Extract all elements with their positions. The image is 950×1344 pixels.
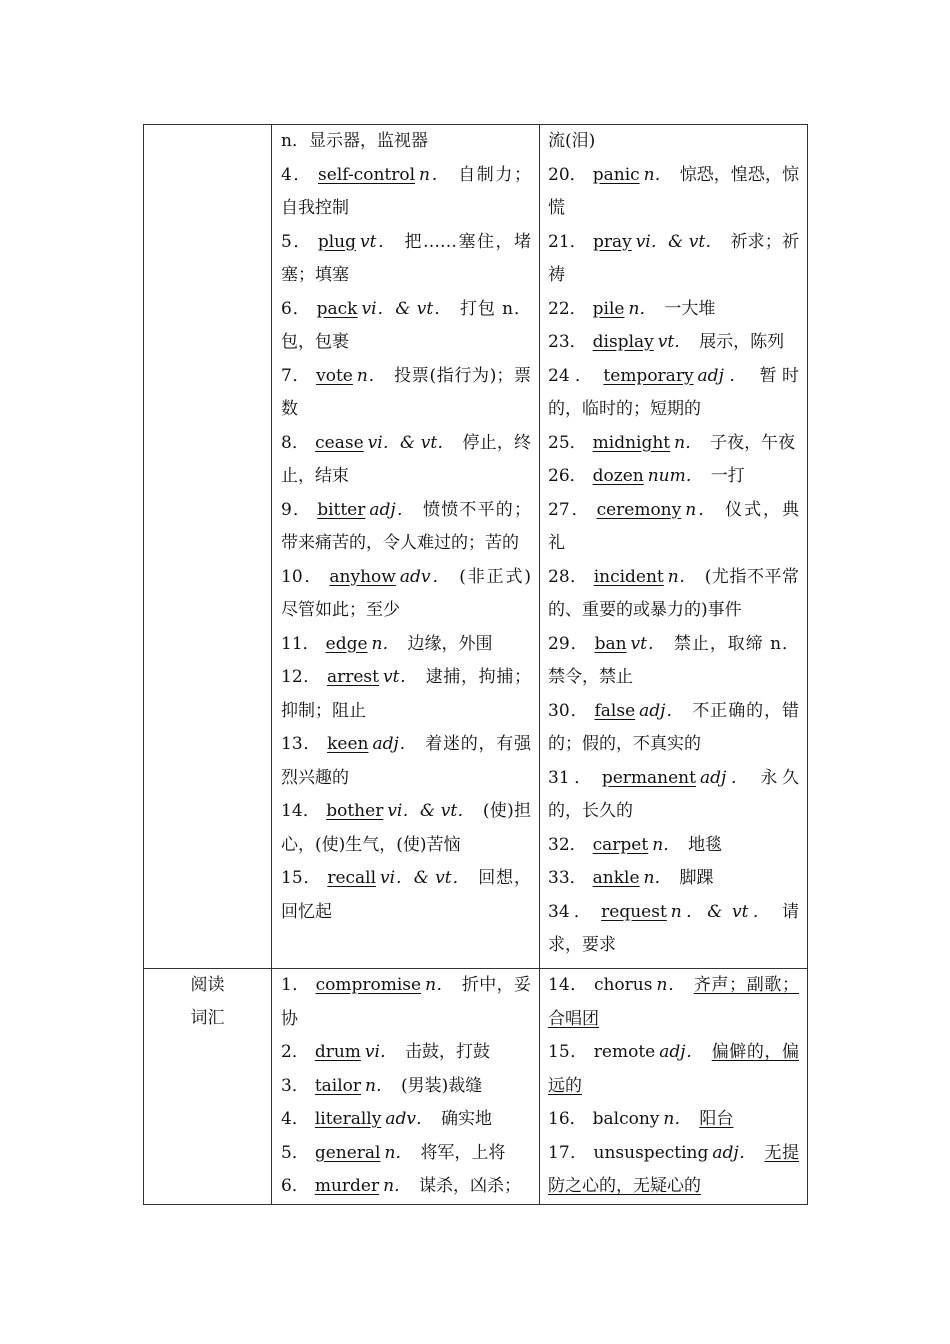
- vocab-word: self-control: [318, 164, 416, 185]
- part-of-speech: vi．& vt．: [635, 231, 723, 252]
- vocab-entry: [281, 226, 531, 293]
- vocab-entry: [548, 360, 799, 427]
- part-of-speech: n．: [628, 298, 657, 319]
- vocab-word: plug: [317, 231, 356, 252]
- entry-number: 16．: [548, 1109, 587, 1129]
- vocab-meaning: 投票(指行为)；票数: [281, 365, 531, 419]
- entry-number: 2．: [281, 1042, 309, 1062]
- vocab-meaning: 脚踝: [679, 868, 714, 888]
- category-cell: [144, 125, 272, 969]
- entry-number: 32．: [548, 834, 587, 855]
- vocab-meaning: 击鼓，打鼓: [404, 1042, 490, 1062]
- vocab-entry: [281, 628, 531, 662]
- vocab-meaning: (尤指不平常的、重要的或暴力的)事件: [548, 566, 800, 620]
- vocab-meaning: 将军，上将: [420, 1142, 506, 1163]
- vocab-meaning: 把……塞住，堵塞；填塞: [281, 231, 531, 285]
- entry-number: 14．: [281, 801, 321, 821]
- vocab-meaning: 着迷的，有强烈兴趣的: [281, 734, 531, 788]
- vocab-meaning: 偏僻的，偏远的: [548, 1042, 799, 1096]
- vocab-meaning: 回想，回忆起: [281, 868, 531, 922]
- vocab-meaning: 子夜，午夜: [710, 432, 796, 453]
- vocab-entry: [281, 360, 531, 427]
- entry-number: 4．: [281, 1109, 309, 1129]
- vocab-entry: [548, 829, 799, 863]
- vocab-meaning: 一大堆: [664, 298, 716, 319]
- entry-number: 9．: [281, 499, 312, 520]
- part-of-speech: n．: [383, 1176, 412, 1196]
- entry-number: 3．: [281, 1075, 309, 1096]
- continued-entry: 流(泪): [548, 131, 596, 151]
- vocab-entry: [548, 896, 799, 963]
- vocab-word: recall: [327, 868, 377, 888]
- part-of-speech: n．: [685, 499, 718, 520]
- vocab-meaning: 停止，终止，结束: [281, 432, 532, 486]
- vocab-entry: [281, 795, 531, 862]
- vocab-entry: [281, 862, 531, 929]
- table-row: [144, 969, 808, 1205]
- part-of-speech: adj．: [697, 365, 752, 386]
- vocab-meaning: 惊恐，惶恐，惊慌: [548, 164, 799, 218]
- vocab-entry: [281, 427, 531, 494]
- vocab-entry: [281, 1170, 531, 1204]
- part-of-speech: n．: [356, 365, 387, 386]
- part-of-speech: n．: [656, 975, 686, 995]
- vocab-meaning: 愤愤不平的；带来痛苦的，令人难过的；苦的: [281, 499, 531, 553]
- part-of-speech: vt．: [657, 332, 692, 352]
- vocab-word: midnight: [592, 432, 671, 453]
- vocab-meaning: 确实地: [440, 1109, 492, 1129]
- entry-number: 28．: [548, 566, 588, 587]
- vocab-entry: [281, 969, 531, 1036]
- part-of-speech: n．: [384, 1142, 413, 1163]
- vocab-word: general: [314, 1142, 381, 1163]
- vocab-meaning: 祈求；祈祷: [548, 231, 799, 285]
- entry-number: 11．: [281, 633, 320, 654]
- vocab-meaning: 不正确的，错的；假的，不真实的: [548, 700, 799, 754]
- vocab-meaning: 禁止，取缔 n．禁令，禁止: [548, 633, 800, 687]
- part-of-speech: n．: [419, 164, 451, 185]
- vocab-meaning: 展示，陈列: [699, 332, 785, 352]
- entry-number: 15．: [281, 868, 322, 888]
- entry-number: 24．: [548, 365, 598, 386]
- vocab-entry: [281, 1103, 531, 1137]
- vocab-word: anyhow: [329, 566, 396, 587]
- entry-number: 33．: [548, 868, 587, 888]
- entry-number: 22．: [548, 298, 587, 319]
- entry-number: 26．: [548, 466, 587, 486]
- vocab-word: pack: [316, 298, 358, 319]
- vocab-entry: [548, 1103, 799, 1137]
- part-of-speech: vi．& vt．: [361, 298, 453, 319]
- entry-number: 6．: [281, 298, 311, 319]
- word-list-column: [272, 969, 540, 1205]
- vocab-entry: [548, 628, 799, 695]
- table-row: [144, 125, 808, 969]
- vocab-entry: [548, 762, 799, 829]
- vocab-word: murder: [314, 1176, 380, 1196]
- entry-number: 20．: [548, 164, 587, 185]
- vocab-word: balcony: [592, 1109, 660, 1129]
- part-of-speech: adv．: [399, 566, 452, 587]
- vocab-word: chorus: [593, 975, 653, 995]
- word-list: [272, 125, 539, 929]
- vocab-entry: [548, 695, 799, 762]
- vocabulary-table: [143, 124, 808, 1205]
- vocab-meaning: 暂时的，临时的；短期的: [548, 365, 800, 419]
- vocab-entry: [548, 1137, 799, 1204]
- part-of-speech: vt．: [382, 667, 418, 687]
- part-of-speech: n．& vt．: [670, 901, 775, 922]
- vocab-word: keen: [327, 734, 369, 754]
- word-list-column: [272, 125, 540, 969]
- vocab-word: panic: [592, 164, 640, 185]
- entry-number: 31．: [548, 767, 596, 788]
- entry-number: 23．: [548, 332, 587, 352]
- entry-number: 25．: [548, 432, 587, 453]
- vocab-word: edge: [325, 633, 368, 654]
- vocab-meaning: 折中，妥协: [281, 975, 532, 1029]
- part-of-speech: n．: [643, 868, 672, 888]
- vocab-entry: [548, 159, 799, 226]
- continued-entry: n．显示器，监视器: [281, 131, 428, 151]
- vocab-entry: [281, 728, 531, 795]
- vocab-entry: [548, 226, 799, 293]
- part-of-speech: vi．: [364, 1042, 397, 1062]
- part-of-speech: n．: [674, 432, 703, 453]
- vocab-word: literally: [314, 1109, 382, 1129]
- vocab-meaning: 逮捕，拘捕；抑制；阻止: [281, 667, 531, 721]
- entry-number: 30．: [548, 700, 589, 721]
- vocab-word: ceremony: [596, 499, 682, 520]
- part-of-speech: vi．& vt．: [367, 432, 455, 453]
- vocab-entry: [281, 293, 531, 360]
- part-of-speech: n．: [371, 633, 400, 654]
- entry-number: 21．: [548, 231, 587, 252]
- vocab-entry: [281, 1137, 531, 1171]
- vocab-meaning: 边缘，外围: [407, 633, 493, 654]
- entry-number: 13．: [281, 734, 322, 754]
- vocab-entry: [548, 969, 799, 1036]
- vocab-word: ankle: [592, 868, 640, 888]
- entry-number: 12．: [281, 667, 321, 687]
- vocab-meaning: 自制力；自我控制: [281, 164, 531, 218]
- vocab-entry: [281, 661, 531, 728]
- vocab-word: tailor: [314, 1075, 362, 1096]
- part-of-speech: n．: [643, 164, 672, 185]
- category-label: 词汇: [190, 1008, 225, 1028]
- part-of-speech: vi．& vt．: [380, 868, 471, 888]
- vocab-word: vote: [316, 365, 353, 386]
- entry-number: 15．: [548, 1042, 588, 1062]
- category-label: 阅读: [190, 975, 225, 995]
- category-cell: [144, 969, 272, 1205]
- vocab-meaning: (非正式)尽管如此；至少: [281, 566, 531, 620]
- part-of-speech: adj．: [712, 1142, 757, 1163]
- vocab-entry: [548, 862, 799, 896]
- vocab-word: incident: [593, 566, 664, 587]
- vocab-word: bother: [326, 801, 384, 821]
- vocab-meaning: 打包 n．包，包裹: [281, 298, 532, 352]
- vocab-word: drum: [314, 1042, 361, 1062]
- vocab-word: display: [592, 332, 654, 352]
- part-of-speech: vt．: [360, 231, 397, 252]
- vocab-entry: [548, 293, 799, 327]
- vocab-meaning: 请求，要求: [548, 901, 800, 955]
- word-list: [272, 969, 539, 1204]
- vocab-entry: [548, 427, 799, 461]
- vocab-word: permanent: [601, 767, 696, 788]
- vocab-word: remote: [593, 1042, 656, 1062]
- part-of-speech: n．: [663, 1109, 692, 1129]
- entry-number: 4．: [281, 164, 313, 185]
- vocab-meaning: 仪式，典礼: [548, 499, 800, 553]
- word-list: [540, 125, 807, 963]
- vocab-word: arrest: [326, 667, 379, 687]
- vocab-word: pile: [592, 298, 625, 319]
- entry-number: 27．: [548, 499, 591, 520]
- vocab-entry: [548, 460, 799, 494]
- vocab-meaning: 齐声；副歌；合唱团: [548, 975, 800, 1029]
- entry-number: 10．: [281, 566, 324, 587]
- word-list-column: [540, 969, 808, 1205]
- entry-number: 34．: [548, 901, 596, 922]
- entry-number: 7．: [281, 365, 311, 386]
- entry-number: 5．: [281, 1142, 309, 1163]
- vocab-word: false: [594, 700, 636, 721]
- vocab-entry: [281, 561, 531, 628]
- vocab-entry: [281, 159, 531, 226]
- part-of-speech: adv．: [385, 1109, 433, 1129]
- vocab-entry: [548, 1036, 799, 1103]
- entry-number: 8．: [281, 432, 310, 453]
- part-of-speech: vi．& vt．: [387, 801, 475, 821]
- vocab-word: pray: [592, 231, 632, 252]
- vocab-word: temporary: [603, 365, 694, 386]
- entry-number: 1．: [281, 975, 310, 995]
- vocab-meaning: 一打: [710, 466, 745, 486]
- vocab-meaning: 无提防之心的，无疑心的: [548, 1142, 799, 1196]
- part-of-speech: n．: [425, 975, 454, 995]
- vocab-word: cease: [315, 432, 364, 453]
- vocab-entry: [548, 561, 799, 628]
- vocab-meaning: 谋杀，凶杀；: [419, 1176, 522, 1196]
- part-of-speech: vt．: [630, 633, 666, 654]
- vocab-entry: [281, 1070, 531, 1104]
- vocab-word: dozen: [592, 466, 644, 486]
- part-of-speech: adj．: [372, 734, 418, 754]
- word-list: [540, 969, 807, 1204]
- vocab-word: unsuspecting: [593, 1142, 709, 1163]
- part-of-speech: num．: [647, 466, 703, 486]
- part-of-speech: n．: [365, 1075, 393, 1096]
- part-of-speech: adj．: [699, 767, 753, 788]
- word-list-column: [540, 125, 808, 969]
- vocab-word: ban: [594, 633, 627, 654]
- vocab-meaning: 地毯: [688, 834, 723, 855]
- vocab-entry: [548, 494, 799, 561]
- entry-number: 29．: [548, 633, 589, 654]
- vocab-word: request: [601, 901, 667, 922]
- vocab-entry: [281, 1036, 531, 1070]
- vocab-meaning: (男装)裁缝: [400, 1075, 483, 1096]
- vocab-entry: [548, 326, 799, 360]
- entry-number: 14．: [548, 975, 588, 995]
- entry-number: 17．: [548, 1142, 588, 1163]
- vocab-meaning: 永久的，长久的: [548, 767, 799, 821]
- part-of-speech: n．: [652, 834, 681, 855]
- part-of-speech: adj．: [369, 499, 416, 520]
- vocab-word: carpet: [592, 834, 649, 855]
- vocab-word: bitter: [317, 499, 366, 520]
- part-of-speech: adj．: [639, 700, 685, 721]
- part-of-speech: n．: [667, 566, 697, 587]
- vocab-meaning: 阳台: [699, 1109, 734, 1129]
- entry-number: 6．: [281, 1176, 309, 1196]
- entry-number: 5．: [281, 231, 312, 252]
- vocab-word: compromise: [315, 975, 422, 995]
- vocab-meaning: (使)担心，(使)生气，(使)苦恼: [281, 801, 532, 855]
- part-of-speech: adj．: [659, 1042, 704, 1062]
- vocab-entry: [281, 494, 531, 561]
